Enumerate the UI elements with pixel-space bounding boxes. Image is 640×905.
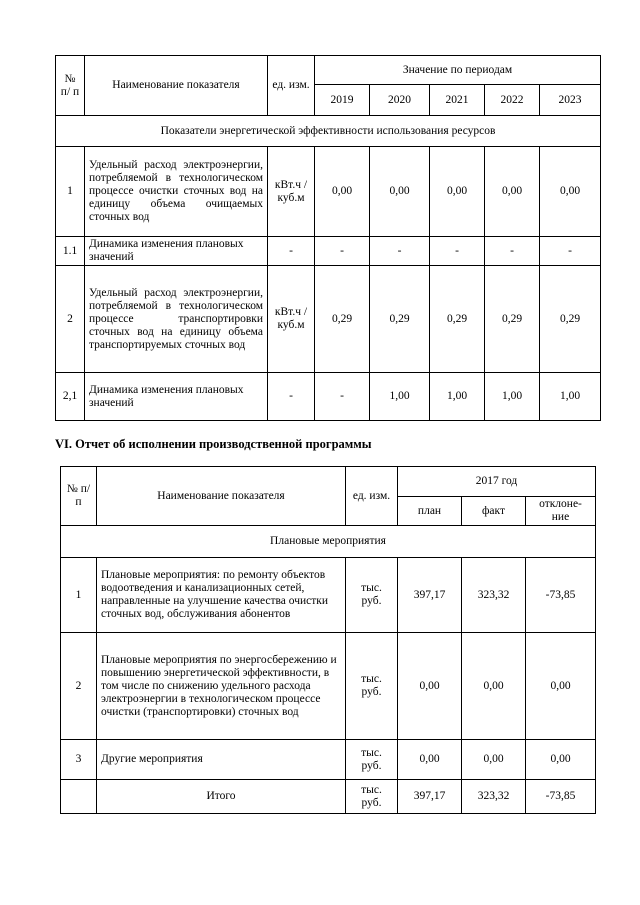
table-row [61,633,596,740]
row-value: 0,29 [430,266,485,373]
row-value: 0,00 [370,147,430,237]
header-num: № п/п [61,467,97,526]
table-row [61,558,596,633]
row-plan: 0,00 [398,740,462,780]
row-value: - [315,373,370,421]
header-name: Наименование показателя [85,56,268,116]
header-year: 2021 [430,85,485,116]
row-name: Удельный расход электроэнергии, потребляемой в технологическом процессе очистки сточных вод на единицу объема очищаемых сточных вод [85,147,268,237]
row-fact: 0,00 [462,633,526,740]
table-row [61,740,596,780]
row-value: 0,29 [540,266,601,373]
total-name: Итого [97,780,346,814]
header-num: № п/ п [56,56,85,116]
header-year: 2023 [540,85,601,116]
energy-efficiency-table [55,55,601,421]
row-name: Другие мероприятия [97,740,346,780]
header-year: 2019 [315,85,370,116]
table-row [56,373,601,421]
row-plan: 0,00 [398,633,462,740]
row-value: 0,00 [485,147,540,237]
row-unit: тыс. руб. [346,558,398,633]
header-plan: план [398,497,462,526]
row-unit: - [268,237,315,266]
header-name: Наименование показателя [97,467,346,526]
row-unit: тыс. руб. [346,740,398,780]
header-unit: ед. изм. [268,56,315,116]
row-name: Динамика изменения плановых значений [85,237,268,266]
header-year: 2020 [370,85,430,116]
row-deviation: 0,00 [526,633,596,740]
total-row [61,780,596,814]
row-name: Динамика изменения плановых значений [85,373,268,421]
row-value: - [430,237,485,266]
row-num: 2 [61,633,97,740]
row-value: 1,00 [540,373,601,421]
section-row: Плановые мероприятия [61,526,596,558]
row-unit: кВт.ч / куб.м [268,266,315,373]
row-value: - [315,237,370,266]
row-value: 1,00 [370,373,430,421]
total-deviation: -73,85 [526,780,596,814]
row-num: 2 [56,266,85,373]
row-value: 0,00 [315,147,370,237]
row-unit: кВт.ч / куб.м [268,147,315,237]
row-value: 1,00 [430,373,485,421]
total-unit: тыс. руб. [346,780,398,814]
row-name: Удельный расход электроэнергии, потребляемой в технологическом процессе транспортировки сточных вод на единицу объема транспортируемых сточных вод [85,266,268,373]
header-year: 2017 год [398,467,596,497]
header-year: 2022 [485,85,540,116]
total-plan: 397,17 [398,780,462,814]
row-deviation: 0,00 [526,740,596,780]
row-unit: тыс. руб. [346,633,398,740]
row-name: Плановые мероприятия: по ремонту объектов водоотведения и канализационных сетей, направленные на улучшение качества очистки сточных вод, обслуживания абонентов [97,558,346,633]
row-value: 0,29 [315,266,370,373]
row-num: 1 [61,558,97,633]
row-name: Плановые мероприятия по энергосбережению и повышению энергетической эффективности, в том числе по снижению удельного расхода электроэнергии в технологическом процессе очистки (транспортировки) сточных вод [97,633,346,740]
row-deviation: -73,85 [526,558,596,633]
table-row [56,147,601,237]
row-value: 0,29 [485,266,540,373]
header-period: Значение по периодам [315,56,601,85]
row-value: - [370,237,430,266]
row-num: 1.1 [56,237,85,266]
section-title: VI. Отчет об исполнении производственной программы [55,437,372,451]
row-value: - [485,237,540,266]
header-unit: ед. изм. [346,467,398,526]
row-value: - [540,237,601,266]
row-unit: - [268,373,315,421]
row-fact: 0,00 [462,740,526,780]
row-num: 1 [56,147,85,237]
row-fact: 323,32 [462,558,526,633]
header-deviation: отклоне- ние [526,497,596,526]
row-value: 0,00 [540,147,601,237]
row-value: 1,00 [485,373,540,421]
total-fact: 323,32 [462,780,526,814]
row-num: 2,1 [56,373,85,421]
section-row: Показатели энергетической эффективности использования ресурсов [56,116,601,147]
row-value: 0,29 [370,266,430,373]
row-plan: 397,17 [398,558,462,633]
table-row [56,237,601,266]
header-fact: факт [462,497,526,526]
total-num [61,780,97,814]
table-row [56,266,601,373]
program-report-table [60,466,596,814]
row-value: 0,00 [430,147,485,237]
row-num: 3 [61,740,97,780]
